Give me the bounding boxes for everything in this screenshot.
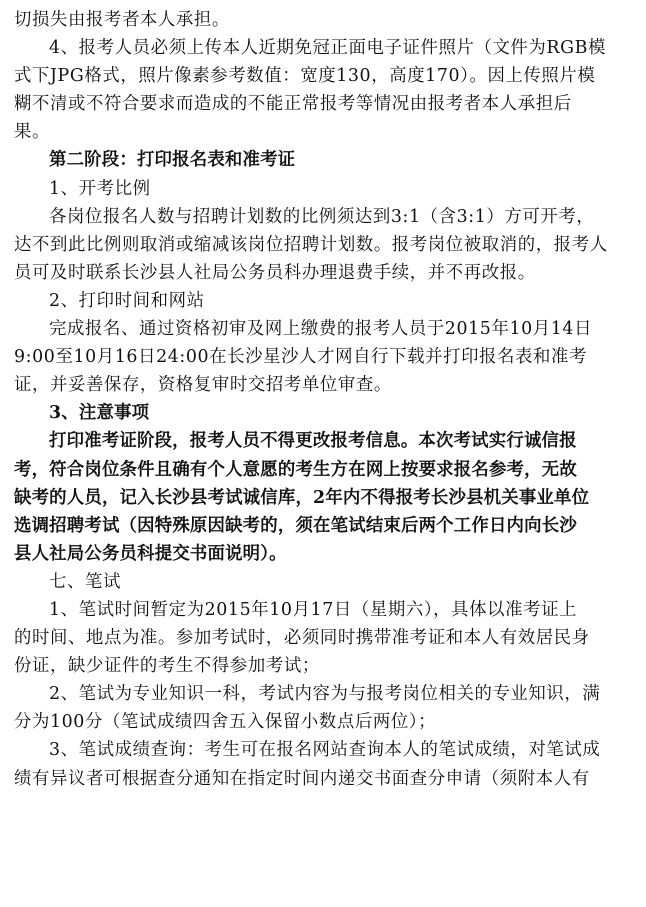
paragraph-line: 9:00至10月16日24:00在长沙星沙人才网自行下载并打印报名表和准考 <box>14 347 588 368</box>
section-heading: 七、笔试 <box>49 571 121 592</box>
bold-paragraph-line: 打印准考证阶段，报考人员不得更改报考信息。本次考试实行诚信报 <box>49 431 577 452</box>
paragraph-line: 1、笔试时间暂定为2015年10月17日（星期六），具体以准考证上 <box>49 599 578 620</box>
paragraph-line: 4、报考人员必须上传本人近期免冠正面电子证件照片（文件为RGB模 <box>49 38 606 59</box>
paragraph-line: 糊不清或不符合要求而造成的不能正常报考等情况由报考者本人承担后 <box>14 94 572 115</box>
bold-paragraph-line: 县人社局公务员科提交书面说明）。 <box>14 543 287 564</box>
bold-paragraph-line: 缺考的人员，记入长沙县考试诚信库，2年内不得报考长沙县机关事业单位 <box>14 487 590 508</box>
section-heading: 第二阶段：打印报名表和准考证 <box>49 150 296 171</box>
paragraph-line: 证，并妥善保存，资格复审时交招考单位审查。 <box>14 375 392 396</box>
paragraph-line: 分为100分（笔试成绩四舍五入保留小数点后两位）； <box>14 712 437 733</box>
paragraph-line: 3、笔试成绩查询：考生可在报名网站查询本人的笔试成绩，对笔试成 <box>49 740 601 761</box>
bold-paragraph-line: 考，符合岗位条件且确有个人意愿的考生方在网上按要求报名参考，无故 <box>14 459 577 480</box>
paragraph-line: 切损失由报考者本人承担。 <box>14 10 230 30</box>
paragraph-line: 份证，缺少证件的考生不得参加考试； <box>14 656 320 677</box>
subsection-heading: 2、打印时间和网站 <box>49 290 205 311</box>
paragraph-line: 绩有异议者可根据查分通知在指定时间内递交书面查分申请（须附本人有 <box>14 768 590 789</box>
subsection-heading: 3、注意事项 <box>49 403 150 424</box>
bold-paragraph-line: 选调招聘考试（因特殊原因缺考的，须在笔试结束后两个工作日内向长沙 <box>14 515 577 536</box>
paragraph-line: 完成报名、通过资格初审及网上缴费的报考人员于2015年10月14日 <box>49 319 593 340</box>
paragraph-line: 2、笔试为专业知识一科，考试内容为与报考岗位相关的专业知识，满 <box>49 684 601 705</box>
paragraph-line: 式下JPG格式，照片像素参考数值：宽度130，高度170）。因上传照片模 <box>14 66 596 87</box>
subsection-heading: 1、开考比例 <box>49 178 151 199</box>
paragraph-line: 各岗位报名人数与招聘计划数的比例须达到3:1（含3:1）方可开考， <box>49 206 595 227</box>
paragraph-line: 果。 <box>14 122 50 143</box>
paragraph-line: 达不到此比例则取消或缩减该岗位招聘计划数。报考岗位被取消的，报考人 <box>14 234 608 255</box>
paragraph-line: 的时间、地点为准。参加考试时，必须同时携带准考证和本人有效居民身 <box>14 628 590 649</box>
paragraph-line: 员可及时联系长沙县人社局公务员科办理退费手续，并不再改报。 <box>14 262 536 283</box>
